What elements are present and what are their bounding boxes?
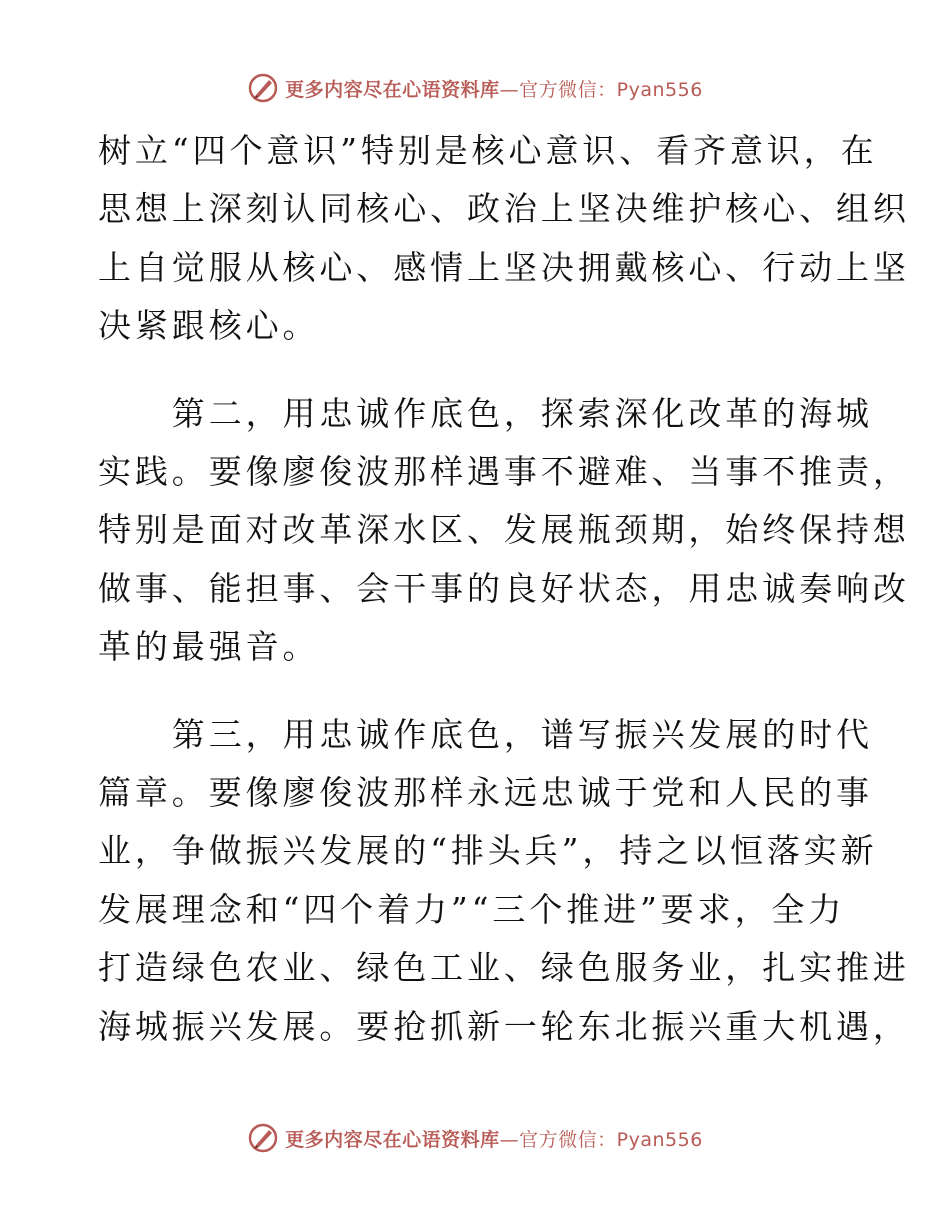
- text-line: 第二，用忠诚作底色，探索深化改革的海城: [98, 393, 873, 433]
- text-line: 做事、能担事、会干事的良好状态，用忠诚奏响改: [98, 568, 910, 608]
- watermark-text: 更多内容尽在心语资料库—官方微信：Pyan556: [285, 78, 703, 101]
- header-watermark: [0, 72, 950, 104]
- document-body: [98, 122, 910, 1056]
- text-line: 海城振兴发展。要抢抓新一轮东北振兴重大机遇，: [98, 1006, 910, 1046]
- paragraph-3: [98, 706, 910, 1056]
- watermark-text: 更多内容尽在心语资料库—官方微信：Pyan556: [285, 1128, 703, 1151]
- text-line: 发展理念和“四个着力”“三个推进”要求，全力: [98, 889, 846, 929]
- text-line: 打造绿色农业、绿色工业、绿色服务业，扎实推进: [98, 948, 910, 988]
- text-line: 篇章。要像廖俊波那样永远忠诚于党和人民的事: [98, 773, 873, 813]
- text-line: 实践。要像廖俊波那样遇事不避难、当事不推责，: [98, 452, 910, 492]
- text-line: 思想上深刻认同核心、政治上坚决维护核心、组织: [98, 189, 910, 229]
- text-line: 决紧跟核心。: [98, 306, 320, 346]
- paragraph-1: [98, 122, 910, 356]
- paragraph-2: [98, 385, 910, 677]
- text-line: 第三，用忠诚作底色，谱写振兴发展的时代: [98, 714, 873, 754]
- footer-watermark: [0, 1122, 950, 1154]
- text-line: 业，争做振兴发展的“排头兵”，持之以恒落实新: [98, 831, 878, 871]
- text-line: 革的最强音。: [98, 627, 320, 667]
- text-line: 上自觉服从核心、感情上坚决拥戴核心、行动上坚: [98, 247, 910, 287]
- text-line: 树立“四个意识”特别是核心意识、看齐意识，在: [98, 131, 878, 170]
- pen-seal-icon: [247, 72, 279, 104]
- text-line: 特别是面对改革深水区、发展瓶颈期，始终保持想: [98, 510, 910, 550]
- pen-seal-icon: [247, 1122, 279, 1154]
